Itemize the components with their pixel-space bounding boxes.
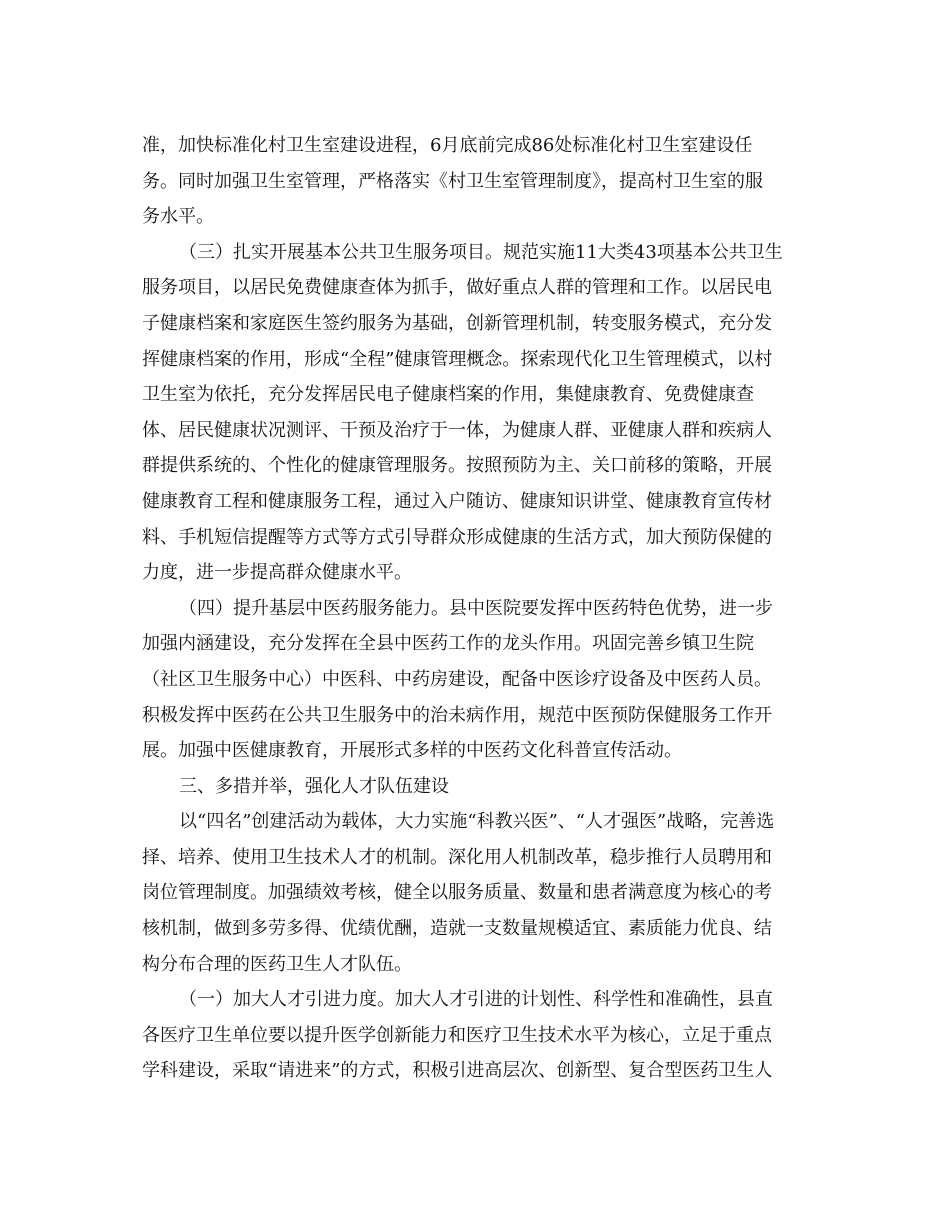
text-line: 择、培养、使用卫生技术人才的机制。深化用人机制改革，稳步推行人员聘用和 [142,846,772,868]
paragraph-first-line: （一）加大人才引进力度。加大人才引进的计划性、科学性和准确性，县直 [179,989,773,1011]
text-line: 健康教育工程和健康服务工程，通过入户随访、健康知识讲堂、健康教育宣传材 [142,490,772,512]
text-line: 子健康档案和家庭医生签约服务为基础，创新管理机制，转变服务模式，充分发 [142,312,772,334]
text-line: 学科建设，采取“请进来”的方式，积极引进高层次、创新型、复合型医药卫生人 [142,1060,773,1082]
text-line: 务。同时加强卫生室管理，严格落实《村卫生室管理制度》，提高村卫生室的服 [142,170,763,192]
text-line: 展。加强中医健康教育，开展形式多样的中医药文化科普宣传活动。 [142,740,682,762]
text-line: 各医疗卫生单位要以提升医学创新能力和医疗卫生技术水平为核心，立足于重点 [142,1024,772,1046]
text-line: 加强内涵建设，充分发挥在全县中医药工作的龙头作用。巩固完善乡镇卫生院 [142,633,754,655]
text-line: 服务项目，以居民免费健康查体为抓手，做好重点人群的管理和工作。以居民电 [142,277,772,299]
text-line: 挥健康档案的作用，形成“全程”健康管理概念。探索现代化卫生管理模式，以村 [142,348,773,370]
text-line: 群提供系统的、个性化的健康管理服务。按照预防为主、关口前移的策略，开展 [142,455,772,477]
paragraph-first-line: 以“四名”创建活动为载体，大力实施“科教兴医”、“人才强医”战略，完善选 [179,811,775,833]
text-line: 积极发挥中医药在公共卫生服务中的治未病作用，规范中医预防保健服务工作开 [142,704,772,726]
text-line: 卫生室为依托，充分发挥居民电子健康档案的作用，集健康教育、免费健康查 [142,384,754,406]
document-body [142,128,810,1089]
text-line: 体、居民健康状况测评、干预及治疗于一体，为健康人群、亚健康人群和疾病人 [142,419,772,441]
text-line: （社区卫生服务中心）中医科、中药房建设，配备中医诊疗设备及中医药人员。 [142,668,772,690]
text-line: 力度，进一步提高群众健康水平。 [142,562,412,584]
text-line: 岗位管理制度。加强绩效考核，健全以服务质量、数量和患者满意度为核心的考 [142,882,772,904]
text-line: 核机制，做到多劳多得、优绩优酬，造就一支数量规模适宜、素质能力优良、结 [142,918,772,940]
text-line: 准，加快标准化村卫生室建设进程，6月底前完成86处标准化村卫生室建设任 [142,135,753,156]
paragraph-first-line: （三）扎实开展基本公共卫生服务项目。规范实施11大类43项基本公共卫生 [179,241,783,263]
text-line: 务水平。 [142,206,214,228]
paragraph-first-line: （四）提升基层中医药服务能力。县中医院要发挥中医药特色优势，进一步 [179,597,773,619]
paragraph-first-line: 三、多措并举，强化人才队伍建设 [179,775,449,797]
text-line: 料、手机短信提醒等方式等方式引导群众形成健康的生活方式，加大预防保健的 [142,526,772,548]
text-line: 构分布合理的医药卫生人才队伍。 [142,953,412,975]
